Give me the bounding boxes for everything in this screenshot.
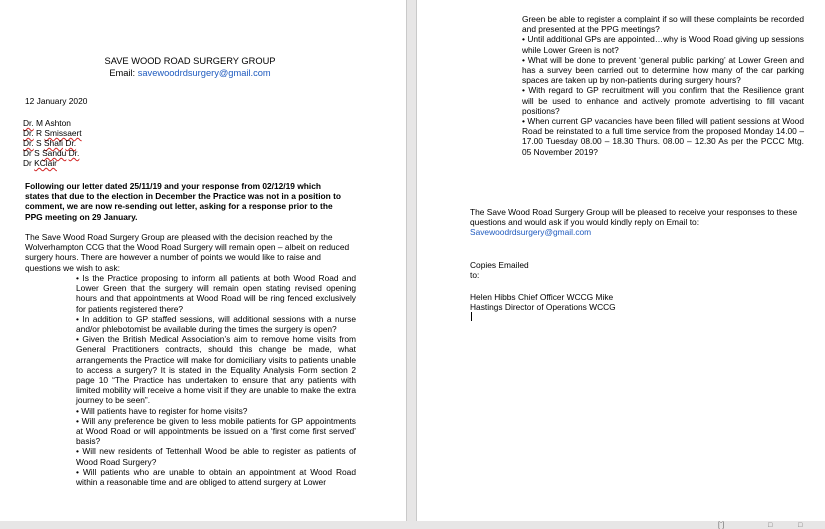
closing-paragraph (470, 207, 800, 238)
document-page-left (0, 0, 407, 521)
recipient-item: Dr KClair (23, 158, 57, 168)
list-item: • Until additional GPs are appointed…why is Wood Road giving up sessions while Lower Green is not? (522, 34, 804, 55)
page-edge (406, 0, 407, 521)
copy-recipients-line: Hastings Director of Operations WCCG (470, 302, 616, 313)
closing-email-link[interactable]: Savewoodrdsurgery@gmail.com (470, 227, 592, 238)
recipient-item: Dr. R Smissaert (23, 128, 82, 138)
continued-bullet-list (522, 14, 804, 157)
list-item: • Will new residents of Tettenhall Wood be able to register as patients of Wood Road Surgery? (76, 446, 356, 467)
body-paragraph: The Save Wood Road Surgery Group are pleased with the decision reached by the Wolverhampton CCG that the Wood Road Surgery will remain open – albeit on reduced surgery hours. There are however a number of points we would like to raise and questions we wish to ask: (25, 232, 350, 273)
view-icon[interactable]: □ (798, 522, 803, 529)
question-bullet-list (76, 273, 356, 487)
status-bar (0, 521, 825, 529)
list-item: • When current GP vacancies have been filled will patient sessions at Wood Road be reinstated to a full time service from the proposed Monday 14.00 – 17.00 Tuesday 08.00 – 18.30 Thurs. 08.00 – 12.30 As per the PCCC Mtg. 05 November 2019? (522, 116, 804, 157)
copy-recipients-line: Helen Hibbs Chief Officer WCCG Mike (470, 292, 614, 302)
recipient-item: Dr. M Ashton (23, 118, 71, 128)
document-page-right (417, 0, 825, 521)
organization-email (0, 68, 380, 78)
recipient-item: Dr. S Shafi Dr. (23, 138, 77, 148)
email-link[interactable]: savewoodrdsurgery@gmail.com (137, 68, 271, 78)
copies-to-label: to: (470, 270, 480, 281)
recipient-item: Dr S Sandu Dr. (23, 148, 80, 158)
recipient-name-1: M Ashton (36, 118, 71, 128)
list-item: • What will be done to prevent ‘general public parking’ at Lower Green and has a survey been carried out to determine how many of the car parking spaces are taken up by non-patients during surgery hours? (522, 54, 804, 86)
list-item: • Will patients who are unable to obtain an appointment at Wood Road within a reasonable time and are obliged to attend surgery at Lower (76, 466, 356, 488)
list-item-continuation: Green be able to register a complaint if so will these complaints be recorded and presented at the PPG meetings? (522, 14, 804, 35)
copies-label: Copies Emailed (470, 260, 529, 270)
list-item: • Will patients have to register for home visits? (76, 405, 248, 416)
layout-icon[interactable]: [ˉ] (718, 522, 725, 529)
list-item: • Given the British Medical Association’s aim to remove home visits from General Practitioners contracts, should this change be made, what arrangements the Practice will make for domiciliary visits to patients unable to access a surgery? It is stated in the Equality Analysis Form section 2 page 10 “The Practice has undertaken to ensure that any patients with limited mobility will receive a home visit if they are unable to make the extra journey to be seen”. (76, 334, 356, 406)
copies-section (470, 260, 529, 280)
recipient-list (23, 118, 82, 168)
closing-text: The Save Wood Road Surgery Group will be pleased to receive your responses to these questions and would ask if you would kindly reply on Email to: (470, 207, 798, 228)
list-item: • Is the Practice proposing to inform all patients at both Wood Road and Lower Green that the surgery will remain open stating revised opening hours and that appointments at Wood Road will be ring fenced exclusively for patients registered there? (76, 273, 356, 314)
list-item: • Will any preference be given to less mobile patients for GP appointments at Wood Road or will appointments be issued on a ‘first come first served’ basis? (76, 415, 356, 447)
intro-paragraph: Following our letter dated 25/11/19 and your response from 02/12/19 which states that due to the election in December the Practice was not in a position to comment, we are now re-sending out letter, asking for a response prior to the PPG meeting on 29 January. (25, 181, 341, 222)
organization-title: SAVE WOOD ROAD SURGERY GROUP (104, 56, 276, 66)
text-cursor[interactable] (471, 312, 472, 321)
email-label: Email: (109, 68, 138, 78)
list-item: • In addition to GP staffed sessions, will additional sessions with a nurse and/or phlebotomist be available during the times the surgery is open? (76, 313, 356, 335)
letter-date: 12 January 2020 (25, 96, 88, 106)
list-item: • With regard to GP recruitment will you confirm that the Resilience grant will be used to enhance and actively promote advertising to fill vacant positions? (522, 85, 804, 116)
view-icon[interactable]: □ (768, 522, 773, 529)
copy-recipients (470, 292, 616, 321)
